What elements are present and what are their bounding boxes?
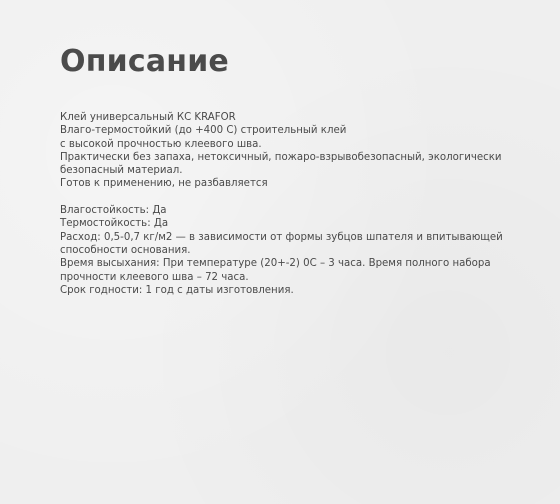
spec-line-heat: Термостойкость: Да [60,218,169,230]
spec-line-drying-cont: прочности клеевого шва – 72 часа. [60,271,249,283]
product-specs-block [60,204,510,297]
product-feature-line: Влаго-термостойкий (до +400 С) строительный клей [60,125,347,137]
paragraph-spacer [60,191,510,204]
description-content [60,111,510,297]
product-feature-line: безопасный материал. [60,165,183,177]
spec-line-consumption: Расход: 0,5-0,7 кг/м2 — в зависимости от формы зубцов шпателя и впитывающей [60,231,503,243]
product-name-line: Клей универсальный КС KRAFOR [60,112,236,123]
product-feature-line: с высокой прочностью клеевого шва. [60,138,262,150]
spec-line-consumption-cont: способности основания. [60,244,191,256]
product-feature-line: Готов к применению, не разбавляется [60,178,268,190]
product-summary-block [60,111,510,191]
page-title: Описание [60,44,229,79]
spec-line-drying: Время высыхания: При температуре (20+-2) 0С – 3 часа. Время полного набора [60,258,491,270]
spec-line-moisture: Влагостойкость: Да [60,205,167,217]
product-feature-line: Практически без запаха, нетоксичный, пожаро-взрывобезопасный, экологически [60,151,502,163]
spec-line-shelf-life: Срок годности: 1 год с даты изготовления. [60,284,294,296]
